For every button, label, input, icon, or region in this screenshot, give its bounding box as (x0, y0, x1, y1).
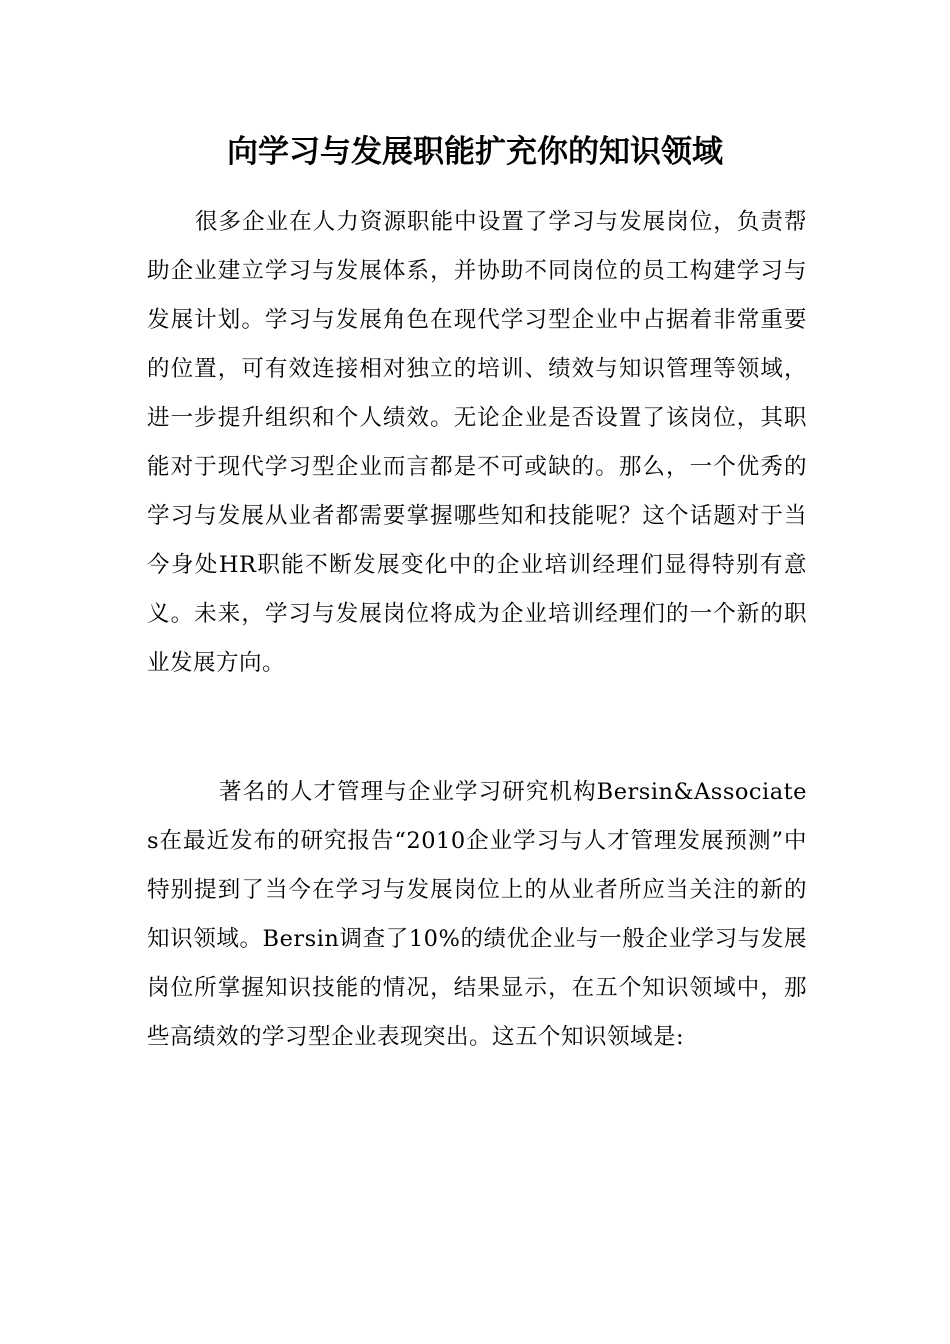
page-title: 向学习与发展职能扩充你的知识领域 (227, 134, 723, 170)
paragraph-bersin-report: 著名的人才管理与企业学习研究机构Bersin&Associates在最近发布的研究报告“2010企业学习与人才管理发展预测”中特别提到了当今在学习与发展岗位上的从业者所应当关注的新的知识领域。Bersin调查了10%的绩优企业与一般企业学习与发展岗位所掌握知识技能的情况，结果显示，在五个知识领域中，那些高绩效的学习型企业表现突出。这五个知识领域是: (147, 779, 807, 1050)
paragraph-intro: 很多企业在人力资源职能中设置了学习与发展岗位，负责帮助企业建立学习与发展体系，并协助不同岗位的员工构建学习与发展计划。学习与发展角色在现代学习型企业中占据着非常重要的位置，可有效连接相对独立的培训、绩效与知识管理等领域，进一步提升组织和个人绩效。无论企业是否设置了该岗位，其职能对于现代学习型企业而言都是不可或缺的。那么，一个优秀的学习与发展从业者都需要掌握哪些知和技能呢？这个话题对于当今身处HR职能不断发展变化中的企业培训经理们显得特别有意义。未来，学习与发展岗位将成为企业培训经理们的一个新的职业发展方向。 (147, 209, 807, 676)
